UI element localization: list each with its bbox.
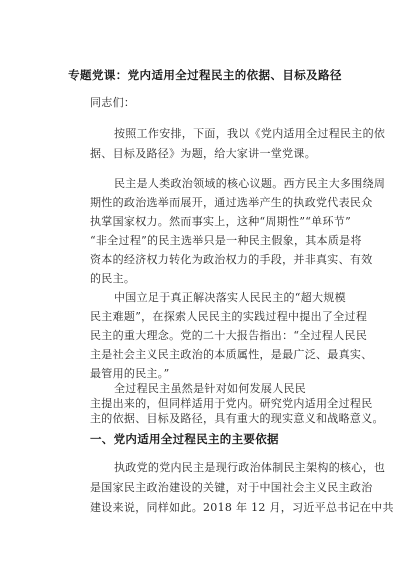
section-heading: 一、党内适用全过程民主的主要依据 <box>90 432 279 446</box>
paragraph-1-line: 民主难题”，在探索人民民主的实践过程中提出了全过程 <box>90 310 368 323</box>
paragraph-2-line: 是国家民主政治建设的关键，对于中国社会主义民主政治 <box>90 481 373 494</box>
intro-line-2: 据、目标及路径》为题，给大家讲一堂党课。 <box>90 147 316 160</box>
paragraph-1-line: “非全过程”的民主选举只是一种民主假象，其本质是将 <box>90 234 362 247</box>
paragraph-1-line: 期性的政治选举而展开，通过选举产生的执政党代表民众 <box>90 196 373 209</box>
intro-line-1: 按照工作安排，下面，我以《党内适用全过程民主的依 <box>114 127 386 140</box>
paragraph-1-line: 民主是人类政治领域的核心议题。西方民主大多围绕周 <box>114 177 386 190</box>
paragraph-1-line: 最管用的民主。” <box>90 367 170 380</box>
paragraph-2-line: 执政党的党内民主是现行政治体制民主架构的核心，也 <box>114 461 386 474</box>
paragraph-1-line: 资本的经济权力转化为政治权力的手段，并非真实、有效 <box>90 253 373 266</box>
paragraph-1-line: 主是社会主义民主政治的本质属性，是最广泛、最真实、 <box>90 348 373 361</box>
paragraph-1-line: 中国立足于真正解决落实人民民主的“超大规模 <box>114 291 346 304</box>
paragraph-1-line: 全过程民主虽然是针对如何发展人民民 <box>114 382 307 395</box>
salutation: 同志们： <box>90 96 136 109</box>
paragraph-1-line: 民主的重大理念。党的二十大报告指出：“全过程人民民 <box>90 329 368 342</box>
paragraph-1-line: 执掌国家权力。然而事实上，这种“周期性”“单环节” <box>90 215 351 228</box>
paragraph-2-line: 建设来说，同样如此。2018 年 12 月，习近平总书记在中共 <box>90 501 394 514</box>
paragraph-1-line: 主提出来的，但同样适用于党内。研究党内适用全过程民 <box>90 397 373 410</box>
paragraph-1-line: 主的依据、目标及路径，具有重大的现实意义和战略意义。 <box>90 412 384 425</box>
document-title: 专题党课：党内适用全过程民主的依据、目标及路径 <box>68 68 342 82</box>
paragraph-1-line: 的民主。 <box>90 272 136 285</box>
